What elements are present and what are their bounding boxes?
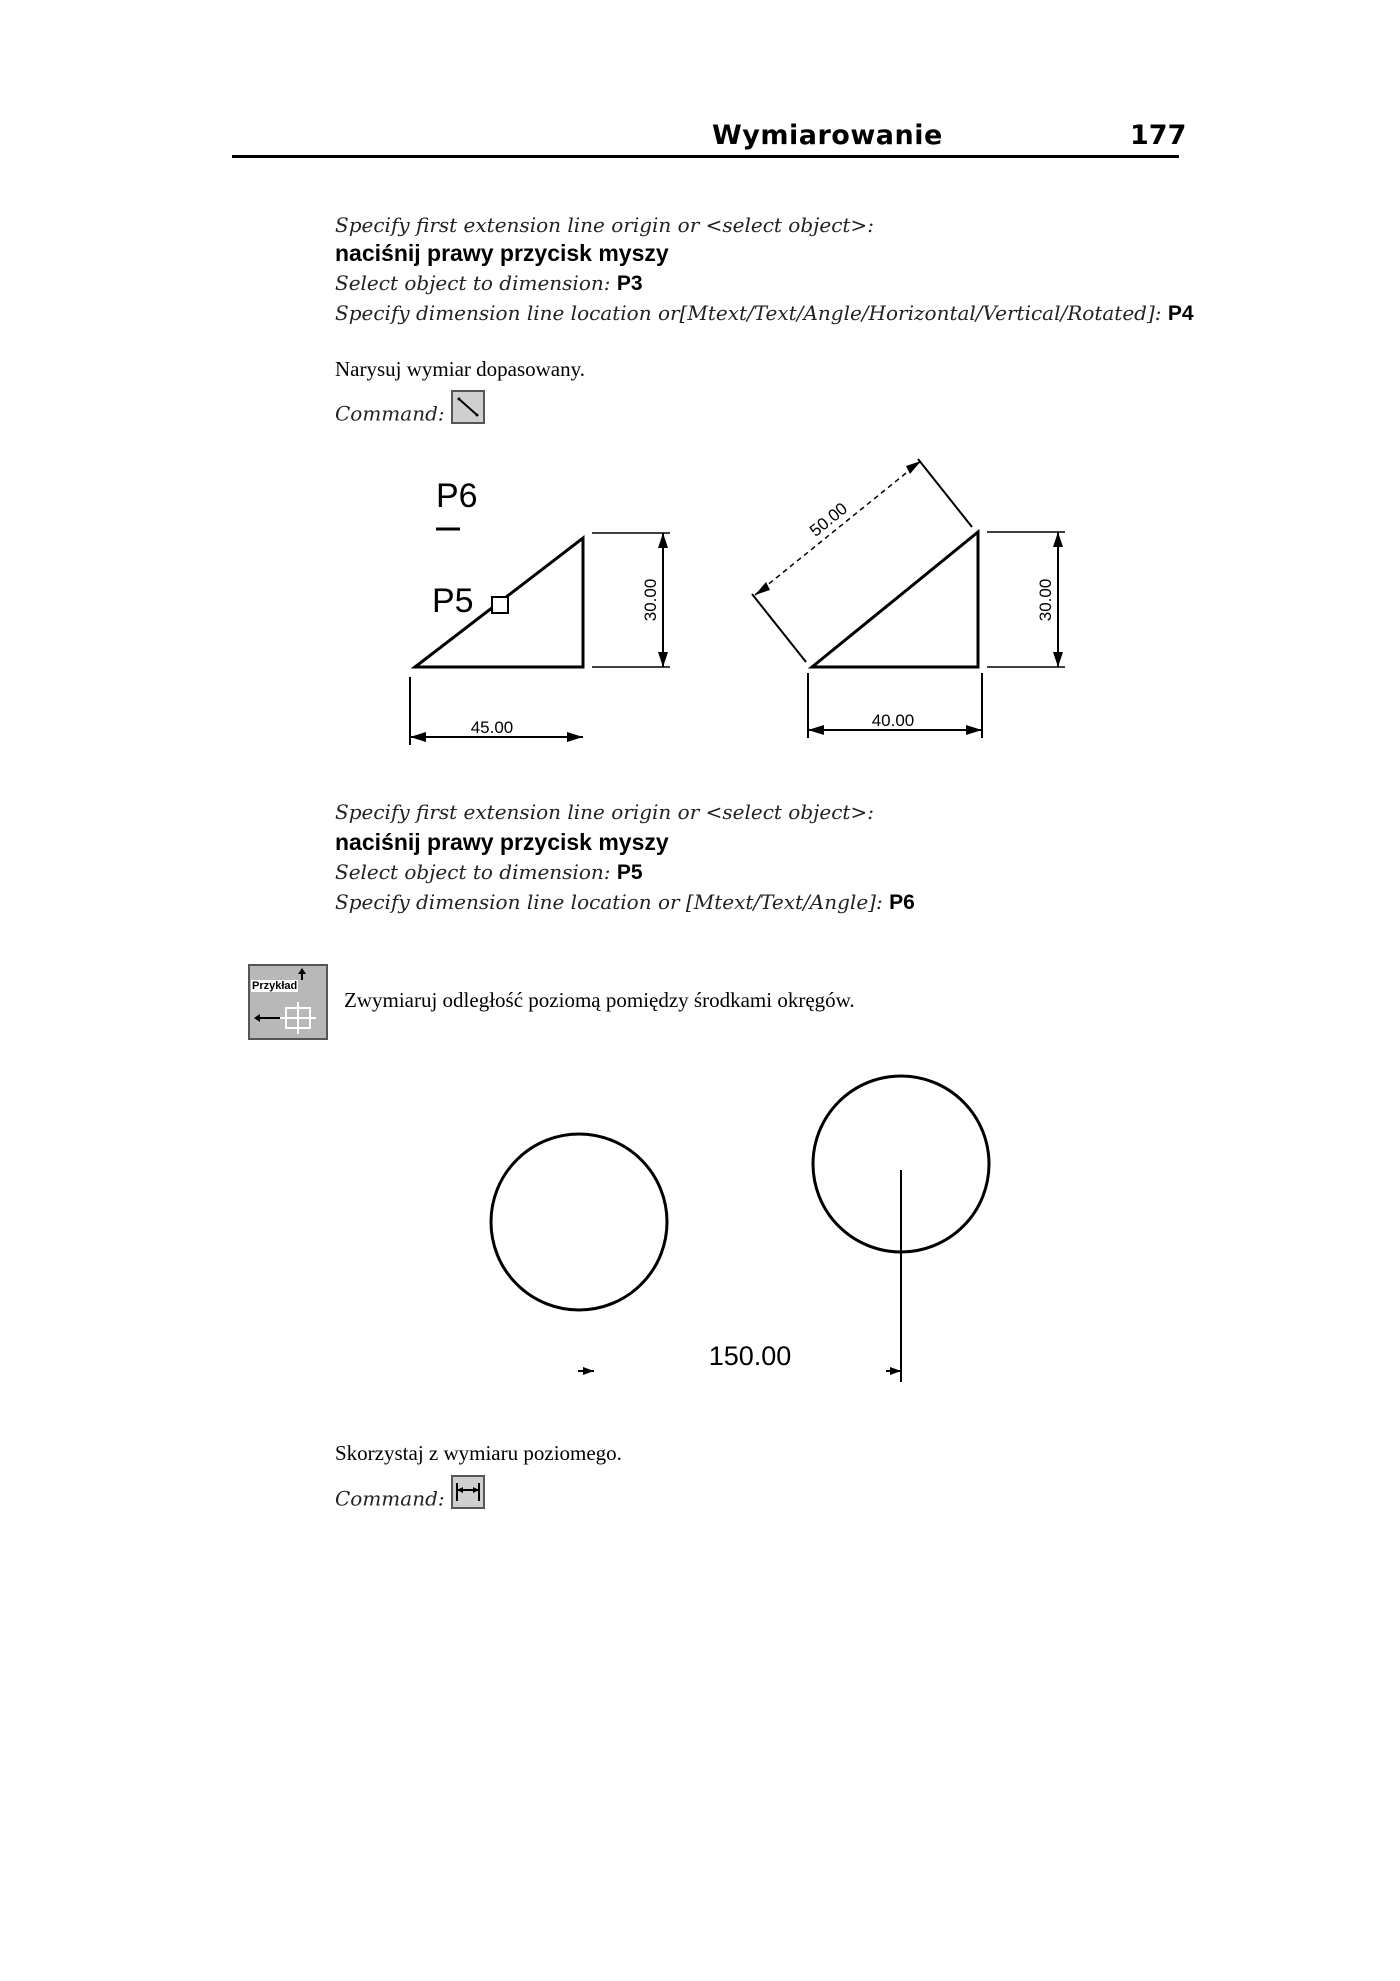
instruction-line: naciśnij prawy przycisk myszy xyxy=(335,240,669,266)
left-horizontal-dim-text: 45.00 xyxy=(470,718,514,737)
prompt-line xyxy=(335,271,643,296)
page-number: 177 xyxy=(1130,120,1187,151)
right-horizontal-dim-text: 40.00 xyxy=(871,711,915,730)
paragraph: Skorzystaj z wymiaru poziomego. xyxy=(335,1441,622,1465)
example-icon xyxy=(248,964,328,1040)
prompt-line xyxy=(335,890,915,915)
point-key: P3 xyxy=(616,272,643,295)
command-label: Command: xyxy=(335,401,445,426)
point-key: P4 xyxy=(1167,302,1194,325)
example-icon-label: Przykład xyxy=(252,980,298,992)
figure-triangles xyxy=(380,440,1100,760)
left-vertical-dim-text: 30.00 xyxy=(641,578,660,622)
right-vertical-dim-text: 30.00 xyxy=(1036,578,1055,622)
instruction-line: naciśnij prawy przycisk myszy xyxy=(335,829,669,855)
prompt-text: Select object to dimension: xyxy=(335,271,611,295)
prompt-text: Select object to dimension: xyxy=(335,860,611,884)
horizontal-dimension-icon xyxy=(451,1475,485,1509)
paragraph: Narysuj wymiar dopasowany. xyxy=(335,357,586,381)
right-aligned-dim-text: 50.00 xyxy=(806,498,852,541)
command-label: Command: xyxy=(335,1486,445,1511)
prompt-text: Specify dimension line location or [Mtext/Text/Angle]: xyxy=(335,890,883,914)
point-key: P5 xyxy=(616,861,643,884)
example-text: Zwymiaruj odległość poziomą pomiędzy środkami okręgów. xyxy=(344,988,855,1012)
prompt-text: Specify dimension line location or[Mtext/Text/Angle/Horizontal/Vertical/Rotated]: xyxy=(335,301,1162,325)
left-triangle-drawing xyxy=(410,529,670,745)
prompt-line: Specify first extension line origin or <select object>: xyxy=(335,213,874,237)
right-triangle-drawing xyxy=(752,459,1065,738)
aligned-dimension-icon xyxy=(451,390,485,424)
prompt-line xyxy=(335,301,1194,326)
arrowhead-left xyxy=(583,1367,594,1375)
label-p6: P6 xyxy=(436,477,478,515)
point-key: P6 xyxy=(889,891,915,914)
command-line xyxy=(335,398,485,432)
prompt-line: Specify first extension line origin or <select object>: xyxy=(335,800,874,824)
left-circle xyxy=(491,1134,667,1310)
label-p5: P5 xyxy=(432,582,474,620)
command-line xyxy=(335,1483,485,1517)
prompt-line xyxy=(335,860,643,885)
dimension-value-text: 150.00 xyxy=(708,1341,792,1371)
figure-circles xyxy=(470,1060,1030,1400)
header-rule xyxy=(232,155,1179,158)
running-header-title: Wymiarowanie xyxy=(712,120,943,151)
arrowhead-right xyxy=(890,1367,901,1375)
